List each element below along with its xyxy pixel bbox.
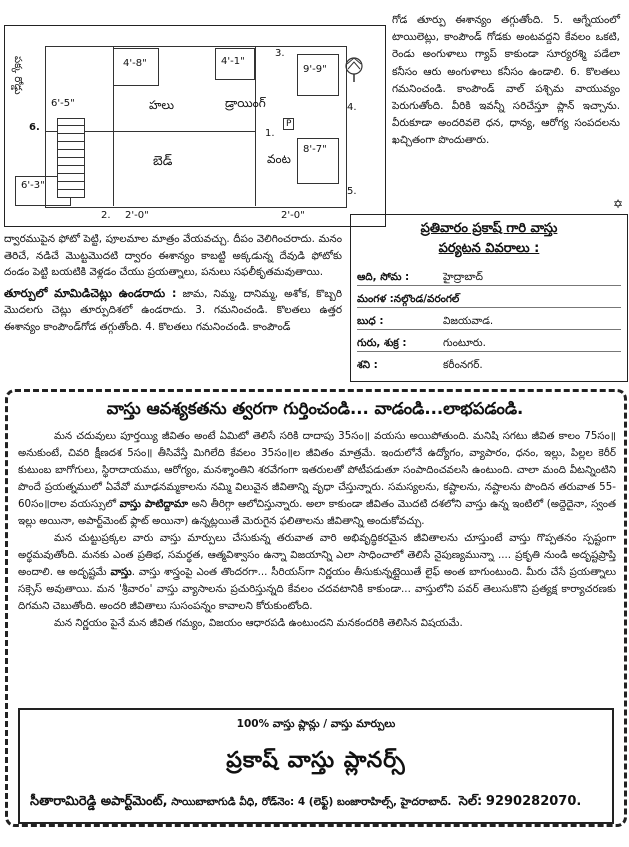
toilet-box-3: [297, 54, 339, 96]
ad-address-street: సాయిబాబాగుడి వీధి, రోడ్‌నెం: 4: [167, 796, 309, 808]
schedule-city: హైద్రాబాద్: [443, 271, 484, 283]
floor-plan: [4, 25, 386, 227]
plan-side-number: 6.: [29, 122, 40, 133]
schedule-city: గుంటూరు.: [443, 337, 486, 349]
schedule-title-line1: ప్రతివారం ప్రకాష్ గారి వాస్తు: [420, 221, 558, 236]
ad-business-name: ప్రకాష్ వాస్తు ప్లానర్స్: [226, 748, 406, 773]
ad-address: [30, 794, 604, 812]
left-paragraph-1: ద్వారముపైన ఫోటో పెట్టి, పూలమాల మాత్రం వేయవచ్చు. దీపం వెలిగించరాదు. మనం తెరిచే, నడిచే మొట్టమొదటి ద్వారం ఈశాన్యం కాబట్టి అక్కడున్న దేవుడి ఫోటోకు దండం పెట్టి బయటికి వెళ్లడం చేయు ప్రయత్నాలు, పనులు సఫలీకృతమవుతాయి.: [4, 233, 342, 278]
ad-address-area: (లెఫ్ట్) బంజారాహిల్స్, హైదరాబాద్.: [308, 796, 452, 808]
plan-p-mark: P: [283, 118, 294, 130]
advertisement-box: [18, 708, 614, 824]
schedule-day: శని :: [357, 359, 378, 371]
partition-v: [255, 46, 256, 206]
ad-phone-label: సెల్:: [458, 794, 483, 809]
side-road-label: పక్క రోడ్డు: [12, 56, 23, 95]
schedule-day: బుధ :: [357, 315, 384, 327]
left-column-text: [4, 231, 342, 335]
mango-heading: తూర్పులో మామిడిచెట్లు ఉండరాదు :: [4, 285, 177, 300]
schedule-row: [357, 333, 621, 353]
schedule-box: [350, 214, 628, 382]
right-paragraph: గోడ తూర్పు ఈశాన్యం తగ్గుతోంది. 5. ఆగ్నేయంలో టాయిలెట్లు, కాంపౌండ్ గోడకు అంటవద్దని కేవలం ఒకటి, రెండు అంగుళాలు గ్యాప్ కాకుండా సూర్యరశ్మి పడేలా కనీసం ఆరు అంగుళాలు కనీసం ఉండాలి. 6. కొలతలు గమనించండి. కాంపౌండ్ వాల్ పశ్చిమ వాయువ్యం పెరుగుతోంది. వీరికి ఇవన్నీ సరిచేస్తూ ప్లాన్ ఇచ్చాను. వీరుకూడా అందరివలె ధన, ధాన్య, ఆరోగ్య సంపదలను ఖచ్చితంగా పొందుతారు.: [392, 14, 620, 147]
article-body: [18, 428, 616, 632]
plan-num-3: 3.: [275, 48, 285, 59]
schedule-row: [357, 355, 621, 375]
schedule-row: [357, 267, 621, 287]
room-kitchen: వంట: [267, 152, 291, 166]
article-paragraph-2: మన చుట్టుప్రక్కల వారు వాస్తు మార్పులు చేసుకున్న తరువాత వారి అభివృద్ధికరమైన జీవితాలను చూస్తుంటే వాస్తు గొప్పతనం స్పష్టంగా అర్థమవుతోంది. మనకు ఎంత ప్రతిభ, సమర్థత, ఆత్మవిశ్వాసం ఉన్నా విజయాన్ని ఎలా సాధించాలో తెలిసే నైపుణ్యమున్నా .... ప్రకృతి నుండి అదృష్టప్రాప్తి అందాలి. ఆ అదృష్టమే వాస్తు. వాస్తు శాస్త్రంపై ఎంత తొందరగా... సీరియస్‌గా నిర్ణయం తీసుకున్నట్లైయితే లైఫ్ అంత బాగుంటుంది. మీరు చేసే ప్రయత్నాలు సక్సెస్ అవుతాయి. మన 'శ్రీవారం' వాస్తు వ్యాసాలను ప్రచురిస్తున్నది కేవలం చదవటానికి కాకుండా... వాస్తులోని పవర్ తెలుసుకొని ప్రత్యక్ష కార్యాచరణకు దిగమని చెబుతోంది. అందరి జీవితాలు సుసంపన్నం కావాలని కోరుకుంటోంది.: [18, 532, 617, 612]
right-column-text: [392, 12, 620, 150]
dim-bottom-a: 2'-0": [125, 210, 149, 221]
plan-num-5: 5.: [347, 186, 357, 197]
left-paragraph-2: [4, 285, 342, 336]
article-headline: వాస్తు ఆవశ్యకతను త్వరగా గుర్తించండి... వాడండి...లాభపడండి.: [106, 399, 524, 418]
article-paragraph-1: మన చదువులు పూర్తయ్యి జీవితం అంటే ఏమిటో తెలిసే సరికి దాదాపు 35సం॥ వయసు అయిపోతుంది. మనిషి సగటు జీవిత కాలం 75సం॥ అనుకుంటే, చివరి క్షీణదశ 5సం॥ తీసివేస్తే మిగిలేది కేవలం 35సం॥ల జీవితం మాత్రమే. ఇందులోనే ఉద్యోగం, వ్యాపారం, ధనం, ఇల్లు, పిల్లల కెరీర్ కుటుంబ బాగోగులు, స్థిరాదాయము, ఆరోగ్యం, మనశ్శాంతిని శరవేగంగా ఇతరులతో పోటీపడుతూ సంపాదించవలసి ఉంటుంది. చాలా మంది వీటన్నింటిని పొందే ప్రయత్నములో ఏవేవో మూఢనమ్మకాలను నమ్మి విలువైన జీవితాన్ని వృధా చేస్తున్నారు. సమస్యలను, కష్టాలను, నష్టాలను పొందిన తరువాత 55-60సం॥రాల వయస్సులో వాస్తు పాటిద్దామా అని తీరిగ్గా ఆలోచిస్తున్నారు. అలా కాకుండా జీవితం మొదటి దశలోని వాస్తు ఉన్న ఇంటిలో (అద్దెదైనా, స్వంత ఇల్లు అయినా, అపార్ట్‌మెంట్ ఫ్లాట్ అయినా) ఉన్నట్లయితే మెరుగైన ఫలితాలను జీవితాన్ని అందుకోవచ్చు.: [18, 430, 616, 527]
dim-left: 6'-5": [51, 98, 75, 109]
schedule-day: గురు, శుక్ర :: [357, 337, 407, 349]
ad-phone: 9290282070.: [485, 794, 582, 809]
schedule-title: [351, 219, 627, 259]
room-bed: బెడ్: [153, 154, 173, 169]
room-hall: హలు: [149, 98, 175, 112]
schedule-city: కరీంనగర్.: [443, 359, 483, 371]
left-paragraph-2-text: జామ, నిమ్మ, దానిమ్మ, అశోక, కొబ్బరి మొదలగు చెట్లు తూర్పుదిశలో ఉండరాదు. 3. గమనించండి. కొలతలు ఉత్తర ఈశాన్యం కాంపౌండ్‌గోడ తగ్గుతోంది. 4. కొలతలు గమనించండి. కాంపౌండ్: [4, 287, 343, 333]
article-paragraph-3: మన నిర్ణయం పైనే మన జీవిత గమ్యం, విజయం ఆధారపడి ఉంటుందని మనకందరికి తెలిసిన విషయమే.: [54, 617, 463, 629]
schedule-title-line2: పర్యటన వివరాలు :: [438, 241, 540, 256]
dim-bottom-b: 2'-0": [281, 210, 305, 221]
schedule-day: ఆది, సోమ :: [357, 271, 410, 283]
dim-top-mid: 4'-1": [221, 56, 245, 67]
dim-bottom-left: 6'-3": [21, 180, 45, 191]
ad-address-building: సీతారామిరెడ్డి అపార్ట్‌మెంట్,: [30, 794, 168, 809]
tree-icon: [341, 56, 367, 82]
room-drawing: డ్రాయింగ్: [225, 96, 266, 110]
dim-top-left: 4'-8": [123, 58, 147, 69]
schedule-row: [357, 311, 621, 331]
stairs: [57, 118, 85, 198]
plan-num-4: 4.: [347, 102, 357, 113]
plan-num-1: 1.: [265, 128, 275, 139]
dim-top-right: 9'-9": [303, 64, 327, 75]
dim-right: 8'-7": [303, 144, 327, 155]
highlight-vastu: వాస్తు: [110, 566, 132, 578]
schedule-city: విజయవాడ.: [443, 315, 494, 327]
ad-tagline: 100% వాస్తు ప్లాన్లు / వాస్తు మార్పులు: [236, 718, 396, 730]
highlight-vastu-follow: వాస్తు పాటిద్దామా: [119, 498, 189, 510]
star-icon: ✡: [612, 197, 623, 211]
schedule-row: [357, 289, 621, 309]
plan-num-2: 2.: [101, 210, 111, 221]
schedule-day: మంగళ :నల్గొండ/వరంగల్: [357, 293, 460, 305]
